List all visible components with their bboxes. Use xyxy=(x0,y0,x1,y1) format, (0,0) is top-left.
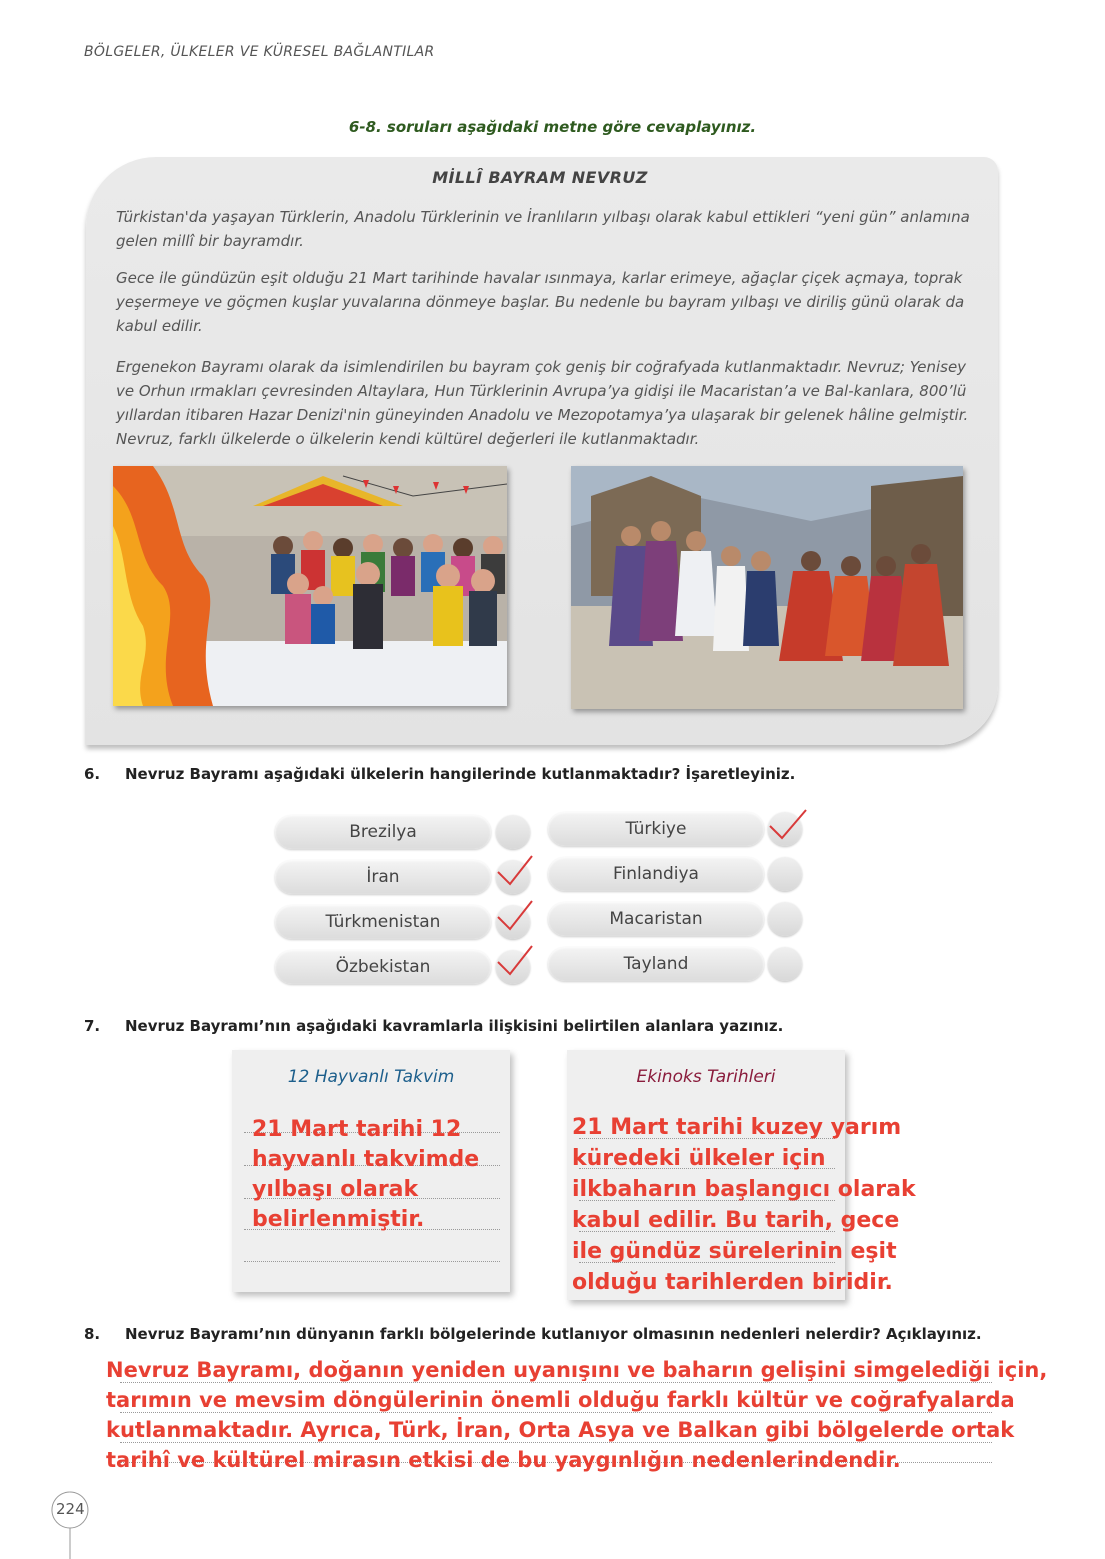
note-title-12-animal-calendar: 12 Hayvanlı Takvim xyxy=(287,1067,455,1087)
option-tayland[interactable]: Tayland xyxy=(548,947,764,981)
check-mark-icon xyxy=(494,850,536,892)
checkbox-brezilya[interactable] xyxy=(496,815,530,849)
checkbox-macaristan[interactable] xyxy=(768,902,802,936)
q8-text: Nevruz Bayramı’nın dünyanın farklı bölgelerinde kutlanıyor olmasının nedenleri nelerdir? Açıklayınız. xyxy=(125,1325,982,1343)
q8-number: 8. xyxy=(84,1325,101,1343)
q7-text: Nevruz Bayramı’nın aşağıdaki kavramlarla ilişkisini belirtilen alanlara yazınız. xyxy=(125,1017,784,1035)
instruction: 6-8. soruları aşağıdaki metne göre cevaplayınız. xyxy=(348,118,757,136)
check-mark-icon xyxy=(494,895,536,937)
checkbox-tayland[interactable] xyxy=(768,947,802,981)
option-turkiye[interactable]: Türkiye xyxy=(548,812,764,846)
option-brezilya[interactable]: Brezilya xyxy=(275,815,491,849)
q6-number: 6. xyxy=(84,765,101,783)
option-finlandiya[interactable]: Finlandiya xyxy=(548,857,764,891)
check-mark-icon xyxy=(494,940,536,982)
option-ozbekistan[interactable]: Özbekistan xyxy=(275,950,491,984)
option-iran[interactable]: İran xyxy=(275,860,491,894)
running-header: BÖLGELER, ÜLKELER VE KÜRESEL BAĞLANTILAR xyxy=(84,44,435,60)
check-mark-icon xyxy=(766,804,810,846)
page-number-frame xyxy=(40,1488,100,1559)
q7-number: 7. xyxy=(84,1017,101,1035)
q6-text: Nevruz Bayramı aşağıdaki ülkelerin hangilerinde kutlanmaktadır? İşaretleyiniz. xyxy=(125,765,796,783)
photo-traditional-dance xyxy=(571,466,963,709)
checkbox-finlandiya[interactable] xyxy=(768,857,802,891)
option-macaristan[interactable]: Macaristan xyxy=(548,902,764,936)
note-title-equinox-dates: Ekinoks Tarihleri xyxy=(636,1067,776,1087)
photo-bonfire-celebration xyxy=(113,466,507,706)
option-turkmenistan[interactable]: Türkmenistan xyxy=(275,905,491,939)
reading-paragraph-3: Ergenekon Bayramı olarak da isimlendirilen bu bayram çok geniş bir coğrafyada kutlanmaktadır. Nevruz; Yenisey ve Orhun ırmakları çevresinden Altaylara, Hun Türklerinin Avrupa’ya gidişi ile Macaristan’a ve Bal-kanlara, 800’lü yıllardan itibaren Hazar Denizi'nin güneyinden Anadolu ve Mezopotamya’ya ulaşarak bir gelenek hâline gelmiştir. Nevruz, farklı ülkelerde o ülkelerin kendi kültürel değerleri ile kutlanmaktadır. xyxy=(116,358,969,448)
answer-12-animal-calendar[interactable]: 21 Mart tarihi 12 hayvanlı takvimde yılbaşı olarak belirlenmiştir. xyxy=(252,1117,480,1232)
page-number: 224 xyxy=(56,1500,85,1518)
answer-q8[interactable]: Nevruz Bayramı, doğanın yeniden uyanışını ve baharın gelişini simgelediği için, tarımın ve mevsim döngülerinin önemli olduğu farklı kültür ve coğrafyalarda kutlanmaktadır. Ayrıca, Türk, İran, Orta Asya ve Balkan gibi bölgelerde ortak tarihî ve kültürel mirasın etkisi de bu yaygınlığın nedenlerindendir. xyxy=(106,1358,1048,1472)
reading-paragraph-2: Gece ile gündüzün eşit olduğu 21 Mart tarihinde havalar ısınmaya, karlar erimeye, ağaçlar çiçek açmaya, toprak yeşermeye ve göçmen kuşlar yuvalarına dönmeye başlar. Bu nedenle bu bayram yılbaşı ve diriliş günü olarak da kabul edilir. xyxy=(116,269,965,335)
reading-paragraph-1: Türkistan'da yaşayan Türklerin, Anadolu Türklerinin ve İranlıların yılbaşı olarak kabul ettikleri “yeni gün” anlamına gelen millî bir bayramdır. xyxy=(116,208,970,250)
reading-title: MİLLÎ BAYRAM NEVRUZ xyxy=(432,168,648,187)
answer-equinox-dates[interactable]: 21 Mart tarihi kuzey yarım küredeki ülkeler için ilkbaharın başlangıcı olarak kabul edilir. Bu tarih, gece ile gündüz sürelerinin eşit olduğu tarihlerden biridir. xyxy=(572,1115,916,1295)
dotted-line xyxy=(244,1261,500,1262)
